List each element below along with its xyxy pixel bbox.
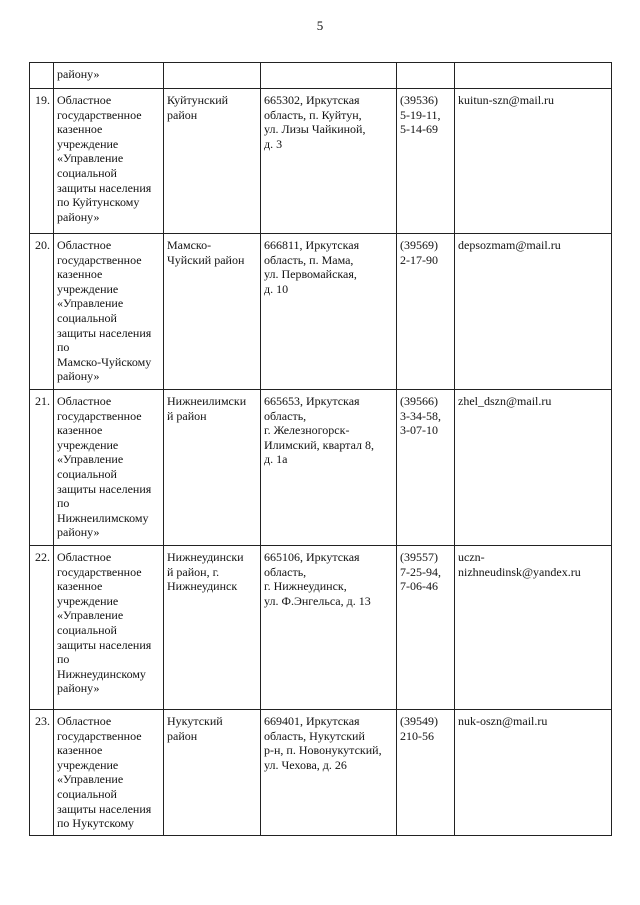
- phone-line: 3-07-10: [400, 423, 438, 438]
- phone-line: 7-06-46: [400, 579, 438, 594]
- institution-line: Областное: [57, 714, 112, 728]
- institution-line: району»: [57, 67, 100, 81]
- address-line: область, п. Мама,: [264, 252, 354, 267]
- phone-cell: [397, 546, 455, 710]
- email-cell: [455, 546, 612, 710]
- institution-cell: [54, 234, 164, 390]
- institution-line: государственное: [57, 107, 142, 122]
- address-line: 669401, Иркутская: [264, 714, 360, 728]
- institution-line: по: [57, 652, 70, 667]
- address-line: д. 1а: [264, 452, 288, 467]
- institution-line: району»: [57, 369, 100, 384]
- address-line: ул. Лизы Чайкиной,: [264, 122, 366, 137]
- institution-line: государственное: [57, 728, 142, 743]
- institution-line: «Управление: [57, 608, 124, 623]
- institution-cell: [54, 546, 164, 710]
- institution-line: «Управление: [57, 452, 124, 467]
- institution-line: району»: [57, 681, 100, 696]
- institution-line: Нижнеилимскому: [57, 510, 149, 525]
- district-cell: [164, 63, 261, 89]
- email-line: depsozmam@mail.ru: [458, 238, 561, 252]
- institution-line: учреждение: [57, 593, 119, 608]
- institution-line: Областное: [57, 238, 112, 252]
- institution-line: «Управление: [57, 151, 124, 166]
- row-number-cell: 22.: [30, 546, 54, 710]
- phone-line: (39566): [400, 394, 438, 408]
- address-line: область, п. Куйтун,: [264, 107, 362, 122]
- district-cell: [164, 89, 261, 234]
- address-cell: [261, 234, 397, 390]
- phone-line: 5-19-11,: [400, 107, 441, 122]
- institution-line: Областное: [57, 550, 112, 564]
- phone-line: 2-17-90: [400, 252, 438, 267]
- institution-line: государственное: [57, 564, 142, 579]
- address-line: ул. Первомайская,: [264, 267, 357, 282]
- address-line: 665106, Иркутская: [264, 550, 360, 564]
- address-line: г. Железногорск-: [264, 423, 350, 438]
- institution-line: учреждение: [57, 281, 119, 296]
- email-cell: [455, 390, 612, 546]
- institution-line: социальной: [57, 165, 117, 180]
- institution-line: социальной: [57, 310, 117, 325]
- institution-line: «Управление: [57, 772, 124, 787]
- institution-line: казенное: [57, 423, 103, 438]
- table-row: [30, 390, 612, 546]
- institution-line: Областное: [57, 394, 112, 408]
- phone-line: 3-34-58,: [400, 408, 441, 423]
- address-line: область,: [264, 564, 307, 579]
- table-row-continuation: [30, 63, 612, 89]
- institution-line: Нижнеудинскому: [57, 666, 146, 681]
- address-cell: [261, 390, 397, 546]
- phone-cell: [397, 89, 455, 234]
- row-number-cell: 19.: [30, 89, 54, 234]
- institution-cell: [54, 390, 164, 546]
- district-cell: [164, 546, 261, 710]
- address-cell: [261, 546, 397, 710]
- email-line: nizhneudinsk@yandex.ru: [458, 564, 581, 579]
- institution-line: казенное: [57, 579, 103, 594]
- institution-line: «Управление: [57, 296, 124, 311]
- email-line: uczn-: [458, 550, 485, 564]
- institution-line: району»: [57, 525, 100, 540]
- email-line: zhel_dszn@mail.ru: [458, 394, 552, 408]
- phone-line: (39557): [400, 550, 438, 564]
- institution-line: учреждение: [57, 757, 119, 772]
- email-cell: [455, 234, 612, 390]
- address-line: ул. Ф.Энгельса, д. 13: [264, 593, 371, 608]
- institution-line: государственное: [57, 252, 142, 267]
- institution-line: Мамско-Чуйскому: [57, 354, 152, 369]
- institution-line: социальной: [57, 466, 117, 481]
- social-protection-offices-table: [29, 62, 612, 836]
- institution-cell: [54, 63, 164, 89]
- district-line: й район, г.: [167, 564, 220, 579]
- email-line: kuitun-szn@mail.ru: [458, 93, 555, 107]
- institution-line: по Нукутскому: [57, 816, 135, 831]
- institution-line: социальной: [57, 622, 117, 637]
- district-line: Нижнеудинск: [167, 579, 238, 594]
- phone-line: (39536): [400, 93, 438, 107]
- table-row: [30, 710, 612, 836]
- district-line: район: [167, 107, 198, 122]
- institution-cell: [54, 89, 164, 234]
- address-line: р-н, п. Новонукутский,: [264, 743, 382, 758]
- address-line: 665302, Иркутская: [264, 93, 360, 107]
- row-number-cell: 23.: [30, 710, 54, 836]
- district-line: Куйтунский: [167, 93, 229, 107]
- district-line: район: [167, 728, 198, 743]
- district-line: Нижнеудински: [167, 550, 244, 564]
- phone-line: 5-14-69: [400, 122, 438, 137]
- table-row: [30, 546, 612, 710]
- phone-cell: [397, 234, 455, 390]
- address-line: 665653, Иркутская: [264, 394, 360, 408]
- row-number-cell: 21.: [30, 390, 54, 546]
- institution-line: району»: [57, 209, 100, 224]
- phone-cell: [397, 63, 455, 89]
- institution-line: социальной: [57, 786, 117, 801]
- address-line: область,: [264, 408, 307, 423]
- email-cell: [455, 89, 612, 234]
- district-line: Нукутский: [167, 714, 223, 728]
- phone-cell: [397, 390, 455, 546]
- phone-line: (39569): [400, 238, 438, 252]
- row-number-cell: 20.: [30, 234, 54, 390]
- institution-line: защиты населения: [57, 637, 152, 652]
- institution-line: по: [57, 496, 70, 511]
- address-line: г. Нижнеудинск,: [264, 579, 347, 594]
- address-cell: [261, 710, 397, 836]
- phone-line: (39549): [400, 714, 438, 728]
- institution-line: учреждение: [57, 437, 119, 452]
- district-line: Мамско-: [167, 238, 212, 252]
- address-cell: [261, 63, 397, 89]
- address-line: Илимский, квартал 8,: [264, 437, 374, 452]
- table-row: [30, 234, 612, 390]
- institution-line: по: [57, 340, 70, 355]
- address-line: область, Нукутский: [264, 728, 365, 743]
- address-line: д. 10: [264, 281, 289, 296]
- email-cell: [455, 63, 612, 89]
- address-cell: [261, 89, 397, 234]
- institution-line: государственное: [57, 408, 142, 423]
- institution-line: казенное: [57, 267, 103, 282]
- address-line: 666811, Иркутская: [264, 238, 360, 252]
- phone-line: 7-25-94,: [400, 564, 441, 579]
- institution-line: казенное: [57, 122, 103, 137]
- institution-line: защиты населения: [57, 481, 152, 496]
- district-line: Чуйский район: [167, 252, 245, 267]
- phone-line: 210-56: [400, 728, 434, 743]
- phone-cell: [397, 710, 455, 836]
- institution-cell: [54, 710, 164, 836]
- institution-line: по Куйтунскому: [57, 195, 140, 210]
- district-cell: [164, 710, 261, 836]
- district-cell: [164, 234, 261, 390]
- institution-line: казенное: [57, 743, 103, 758]
- address-line: д. 3: [264, 136, 283, 151]
- institution-line: Областное: [57, 93, 112, 107]
- email-line: nuk-oszn@mail.ru: [458, 714, 548, 728]
- email-cell: [455, 710, 612, 836]
- district-line: й район: [167, 408, 207, 423]
- institution-line: защиты населения: [57, 325, 152, 340]
- institution-line: защиты населения: [57, 801, 152, 816]
- institution-line: учреждение: [57, 136, 119, 151]
- row-number-cell: [30, 63, 54, 89]
- district-line: Нижнеилимски: [167, 394, 247, 408]
- address-line: ул. Чехова, д. 26: [264, 757, 347, 772]
- page-number: 5: [316, 18, 324, 33]
- institution-line: защиты населения: [57, 180, 152, 195]
- table-row: [30, 89, 612, 234]
- district-cell: [164, 390, 261, 546]
